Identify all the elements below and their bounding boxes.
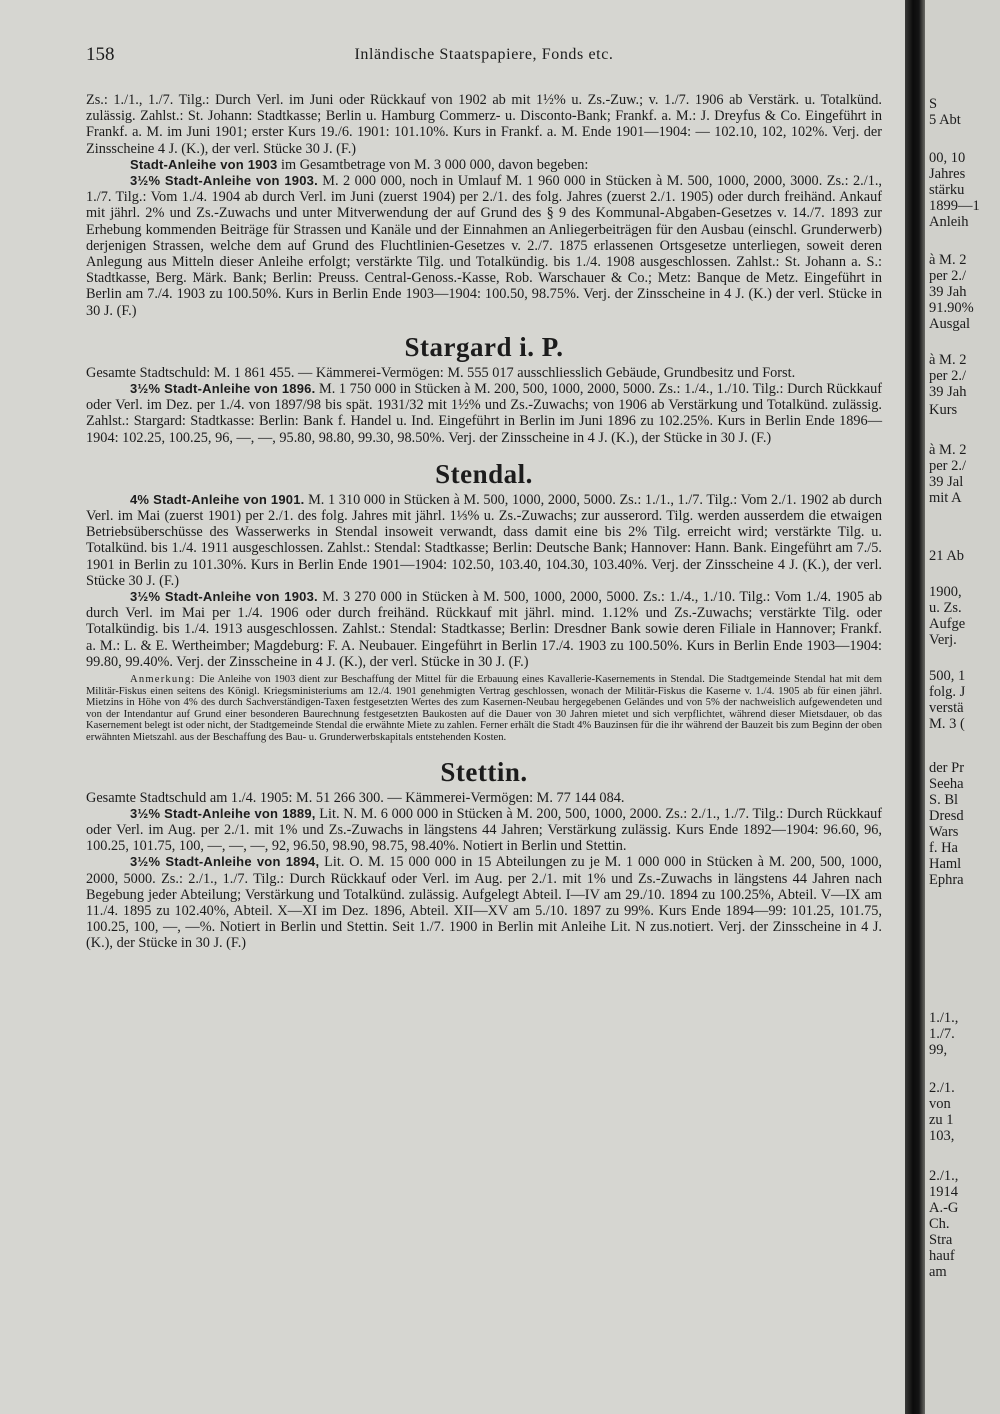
loan-entry-1903	[86, 173, 882, 319]
facing-page-text: Ephra	[929, 872, 964, 888]
facing-page-text: Kurs	[929, 402, 958, 418]
facing-page-text: à M. 2	[929, 442, 967, 458]
loan-title: 3½% Stadt-Anleihe von 1903.	[130, 173, 318, 189]
facing-page-text: Dresd	[929, 808, 964, 824]
facing-page-text: 1./1.,	[929, 1010, 959, 1026]
loan-title: 4% Stadt-Anleihe von 1901.	[130, 491, 305, 507]
facing-page-text: am	[929, 1264, 947, 1280]
facing-page-text: Seeha	[929, 776, 964, 792]
facing-page-text: per 2./	[929, 368, 967, 384]
stargard-summary: Gesamte Stadtschuld: M. 1 861 455. — Kämmerei-Vermögen: M. 555 017 ausschliesslich Gebäude, Grundbesitz und Forst.	[86, 364, 796, 381]
facing-page-text: 1914	[929, 1184, 958, 1200]
city-heading-stargard: Stargard i. P.	[404, 331, 564, 362]
facing-page-text: à M. 2	[929, 252, 967, 268]
facing-page-text: 39 Jal	[929, 474, 964, 490]
facing-page-text: 2./1.,	[929, 1168, 959, 1184]
facing-page-text: 500, 1	[929, 668, 966, 684]
loan-entry-stendal-1903	[86, 589, 882, 670]
loan-title: 3½% Stadt-Anleihe von 1896.	[130, 381, 316, 397]
loan-text: M. 1 750 000 in Stücken à M. 200, 500, 1000, 2000, 5000. Zs.: 1./4., 1./10. Tilg.: Durch Rückkauf oder Verl. im Dez. per 1./4. von 1897/98 bis spät. 1931/32 mit 1½% und Zs.-Zuwachs; von 1906 ab Verstärkung und Totalkünd. zulässig. Zahlst.: Stargard: Stadtkasse: Berlin: Bank f. Handel u. Ind. Eingeführt in Berlin im Juni 1896 zu 102.25%. Kurs in Berlin Ende 1896—1904: 102.25, 100.25, 96, —, —, 95.80, 98.80, 99.30, 98.50%. Verj. der Zinsscheine in 4 J. (K.), der Stücke in 30 J. (F.)	[86, 381, 882, 446]
stettin-summary: Gesamte Stadtschuld am 1./4. 1905: M. 51 266 300. — Kämmerei-Vermögen: M. 77 144 084.	[86, 789, 625, 806]
facing-page-text: A.-G	[929, 1200, 959, 1216]
facing-page-text: verstä	[929, 700, 964, 716]
facing-page-text: Wars	[929, 824, 959, 840]
loan-entry-stargard-1896	[86, 381, 882, 446]
facing-page-fragment	[925, 0, 1000, 1414]
facing-page-text: von	[929, 1096, 951, 1112]
page-number: 158	[86, 44, 115, 65]
loan-entry-stendal-1901	[86, 492, 882, 589]
page-content	[86, 92, 882, 952]
facing-page-text: 5 Abt	[929, 112, 961, 128]
facing-page-text: u. Zs.	[929, 600, 962, 616]
facing-page-text: M. 3 (	[929, 716, 965, 732]
stendal-annotation	[86, 674, 882, 744]
running-title: Inländische Staatspapiere, Fonds etc.	[354, 46, 614, 63]
facing-page-text: Stra	[929, 1232, 953, 1248]
facing-page-text: mit A	[929, 490, 962, 506]
facing-page-text: hauf	[929, 1248, 955, 1264]
facing-page-text: S	[929, 96, 938, 112]
facing-page-text: folg. J	[929, 684, 966, 700]
loan-text: Lit. N. M. 6 000 000 in Stücken à M. 200, 500, 1000, 2000. Zs.: 2./1., 1./7. Tilg.: Durch Rückkauf oder Verl. im Aug. per 2./1. mit 1% und Zs.-Zuwachs in längstens 44 Jahren; Verstärkung zulässig. Kurs Ende 1892—1904: 96.60, 96, 100.25, 101.75, 100, —, —, —, 92, 96.50, 98.90, 98.75, 98.40%. Notiert in Berlin und Stettin.	[86, 805, 882, 855]
loan-text: im Gesamtbetrage von M. 3 000 000, davon begeben:	[277, 156, 589, 173]
facing-page-text: 39 Jah	[929, 384, 967, 400]
loan-entry-1903-total	[86, 157, 882, 173]
loan-text: M. 1 310 000 in Stücken à M. 500, 1000, 2000, 5000. Zs.: 1./1., 1./7. Tilg.: Vom 2./1. 1902 ab durch Verl. im Mai (zuerst 1901) per 2./1. des folg. Jahres mit jährl. 1⅓% u. Zs.-Zuwachs; zur ausserord. Tilg. werden ausserdem die etwaigen Betriebsüberschüsse des Wasserwerks in Stendal insoweit verwandt, dass damit eine bis 2% Tilg. erreicht wird; verstärkte Tilg. u. Totalkünd. bis 1./4. 1911 ausgeschlossen. Zahlst.: Stendal: Stadtkasse; Berlin: Deutsche Bank; Hannover: Hann. Bank. Eingeführt am 7./5. 1901 in Berlin zu 101.30%. Kurs in Berlin Ende 1901—1904: 102.50, 103.40, 104.30, 103.40%. Verj. der Zinsscheine 4 J. (K.), der verl. Stücke 30 J. (F.)	[86, 491, 882, 589]
facing-page-text: 99,	[929, 1042, 948, 1058]
facing-page-text: per 2./	[929, 458, 967, 474]
facing-page-text: Anleih	[929, 214, 969, 230]
facing-page-text: 1900,	[929, 584, 962, 600]
page-header	[86, 44, 882, 68]
facing-page-text: 1899—1	[929, 198, 980, 214]
loan-text: M. 2 000 000, noch in Umlauf M. 1 960 000 in Stücken à M. 500, 1000, 2000, 3000. Zs.: 2./1., 1./7. Tilg.: Vom 1./4. 1904 ab durch Verl. im Juni (zuerst 1904) per 2./1. des folg. Jahres (zuerst 2./1. 1905) oder durch freihänd. Ankauf mit jährl. 2% und Zs.-Zuwachs und unter Mitverwendung der auf Grund des § 9 des Kommunal-Abgaben-Gesetzes v. 14./7. 1893 zur Erhebung kommenden Beiträge für Strassen und Kanäle und der Einnahmen an Anliegerbeiträgen für den Ausbau (einschl. Grunderwerb) derjenigen Strassen, welche dem auf Grund des Fluchtlinien-Gesetzes v. 2./7. 1875 erlassenen Ortsgesetze unterliegen, soweit deren Anlegung aus Mitteln dieser Anleihe erfolgt; verstärkte Tilg. und Totalkündig. bis 1./4. 1908 ausgeschlossen. Zahlst.: St. Johann a. S.: Stadtkasse, Berg. Märk. Bank; Berlin: Preuss. Central-Genoss.-Kasse, Rob. Warschauer & Co.; Metz: Banque de Metz. Eingeführt in Berlin am 7./4. 1903 zu 100.50%. Kurs in Berlin Ende 1903—1904: 100.50, 98.75%. Verj. der Zinsscheine in 4 J. (K.) der verl. Stücke in 30 J. (F.)	[86, 173, 882, 319]
annotation-text: Die Anleihe von 1903 dient zur Beschaffung der Mittel für die Erbauung eines Kavallerie-Kasernements in Stendal. Die Stadtgemeinde Stendal hat mit dem Militär-Fiskus einen seitens des Königl. Kriegsministeriums am 12./4. 1901 genehmigten Vertrag geschlossen, wonach der Militär-Fiskus die Kaserne v. 1./4. 1905 ab für einen jährl. Mietzins in Höhe von 4% des durch Sachverständigen-Taxen festgesetzten Wertes des zum Kasernen-Neubau hergegebenen Geländes und von 5% der nachweislich aufgewendeten und von der Intendantur auf Grund einer besonderen Baurechnung festgesetzten Baukosten auf die Dauer von 30 Jahren mietet und sich verpflichtet, während dieser Mietsdauer, ob das Kasernement belegt ist oder nicht, der Stadtgemeinde Stendal die erwähnte Miete zu zahlen. Ferner erhält die Stadt 4% Bauzinsen für die ihr während der Bauzeit bis zum Beginn der oben erwähnten Mietszahl. aus der Beschaffung des Bau- u. Grunderwerbskapitals entstehenden Kosten.	[86, 674, 882, 744]
city-heading-stettin: Stettin.	[440, 756, 528, 787]
facing-page-text: Haml	[929, 856, 962, 872]
loan-title: 3½% Stadt-Anleihe von 1894,	[130, 854, 320, 870]
loan-text: M. 3 270 000 in Stücken à M. 500, 1000, 2000, 5000. Zs.: 1./4., 1./10. Tilg.: Vom 1./4. 1905 ab durch Verl. im Mai per 1./4. 1906 oder durch freihänd. Rückkauf mit jährl. mind. 1.12% und Zs.-Zuwachs; verstärkte Tilg. oder Totalkündig. bis 1./4. 1913 ausgeschlossen. Zahlst.: Stendal: Stadtkasse; Berlin: Dresdner Bank sowie deren Filiale in Hannover; Frankf. a. M.: L. & E. Wertheimber; Magdeburg: F. A. Neubauer. Eingeführt in Berlin 17./4. 1903 zu 100.50%. Kurs in Berlin Ende 1903—1904: 99.80, 99.40%. Verj. der Zinsscheine in 4 J. (K.), der verl. Stücke in 30 J. (F.)	[86, 589, 882, 670]
facing-page-text: S. Bl	[929, 792, 959, 808]
continued-paragraph: Zs.: 1./1., 1./7. Tilg.: Durch Verl. im Juni oder Rückkauf von 1902 ab mit 1½% u. Zs.-Zuw.; v. 1./7. 1906 ab Verstärk. u. Totalkünd. zulässig. Zahlst.: St. Johann: Stadtkasse; Berlin u. Hamburg Commerz- u. Disconto-Bank; Frankf. a. M.: J. Dreyfus & Co. Eingeführt in Frankf. a. M. im Juni 1901; erster Kurs 19./6. 1901: 101.10%. Kurs in Frankf. a. M. Ende 1901—1904: — 102.10, 102, 102%. Verj. der Zinsscheine 4 J. (K.), der verl. Stücke 30 J. (F.)	[86, 92, 882, 157]
facing-page-text: 91.90%	[929, 300, 974, 316]
loan-entry-stettin-1889	[86, 806, 882, 855]
loan-title: Stadt-Anleihe von 1903	[130, 156, 278, 172]
annotation-lead: Anmerkung:	[130, 674, 196, 686]
facing-page-text: stärku	[929, 182, 965, 198]
facing-page-text: Ausgal	[929, 316, 971, 332]
loan-entry-stettin-1894	[86, 854, 882, 951]
facing-page-text: zu 1	[929, 1112, 954, 1128]
facing-page-text: 21 Ab	[929, 548, 965, 564]
facing-page-text: der Pr	[929, 760, 965, 776]
book-gutter	[905, 0, 925, 1414]
facing-page-text: 1./7.	[929, 1026, 955, 1042]
facing-page-text: 103,	[929, 1128, 955, 1144]
facing-page-text: per 2./	[929, 268, 967, 284]
facing-page-text: 39 Jah	[929, 284, 967, 300]
loan-title: 3½% Stadt-Anleihe von 1889,	[130, 805, 316, 821]
facing-page-text: 2./1.	[929, 1080, 955, 1096]
facing-page-text: Verj.	[929, 632, 957, 648]
facing-page-text: Ch.	[929, 1216, 950, 1232]
facing-page-text: à M. 2	[929, 352, 967, 368]
facing-page-text: Aufge	[929, 616, 966, 632]
city-heading-stendal: Stendal.	[435, 458, 533, 489]
facing-page-text: Jahres	[929, 166, 966, 182]
facing-page-text: 00, 10	[929, 150, 966, 166]
loan-text: Lit. O. M. 15 000 000 in 15 Abteilungen zu je M. 1 000 000 in Stücken à M. 200, 500, 1000, 2000, 5000. Zs.: 2./1., 1./7. Tilg.: Durch Rückkauf oder Verl. im Aug. per 2./1. mit 1% und Zs.-Zuwachs in längstens 44 Jahren nach Begebung jeder Abteilung; Verstärkung und Totalkünd. zulässig. Aufgelegt Abteil. I—IV am 29./10. 1894 zu 100.25%, Abteil. V—IX am 11./4. 1895 zu 102.40%, Abteil. X—XI im Dez. 1896, Abteil. XII—XV am 5./10. 1897 zu 99%. Kurs Ende 1894—99: 101.25, 101.75, 100.25, 100, —, —%. Notiert in Berlin und Stettin. Seit 1./7. 1900 in Berlin mit Anleihe Lit. N zus.notiert. Verj. der Zinsscheine in 4 J. (K.), der Stücke in 30 J. (F.)	[86, 854, 883, 952]
facing-page-text: f. Ha	[929, 840, 958, 856]
loan-title: 3½% Stadt-Anleihe von 1903.	[130, 589, 318, 605]
